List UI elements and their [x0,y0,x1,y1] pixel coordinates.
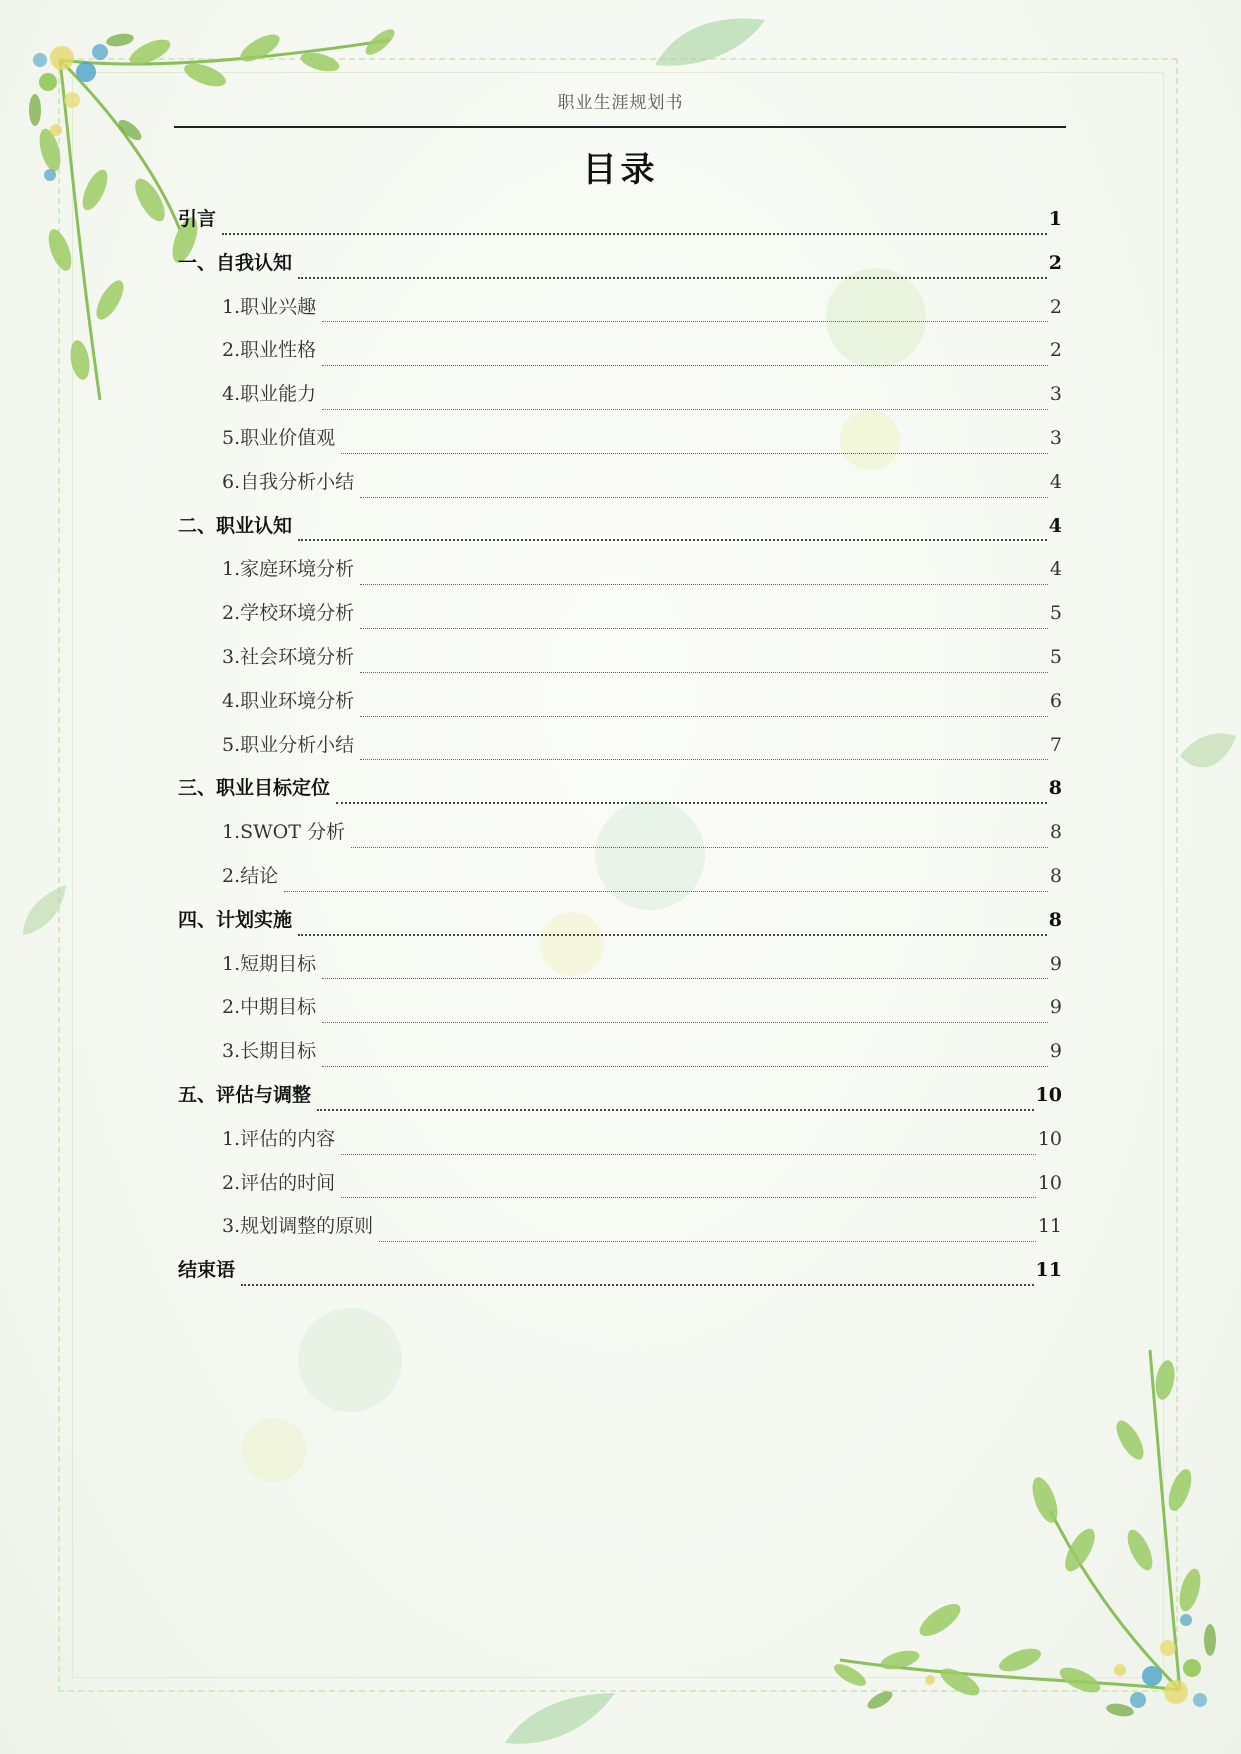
toc-leader-dots [341,1197,1036,1198]
toc-entry-label: 1.短期目标 [222,952,317,975]
toc-entry-page: 8 [1048,777,1062,800]
toc-leader-dots [322,409,1048,410]
toc-entry[interactable] [178,1255,1062,1299]
toc-entry[interactable] [178,773,1062,817]
toc-entry[interactable] [178,1211,1062,1255]
toc-entry-label: 1.评估的内容 [222,1127,336,1150]
toc-entry[interactable] [178,1036,1062,1080]
floral-corner-bottom-right [820,1330,1241,1754]
toc-entry-label: 1.职业兴趣 [222,295,317,318]
toc-leader-dots [317,1109,1034,1111]
toc-leader-dots [298,539,1047,541]
toc-leader-dots [379,1241,1036,1242]
toc-entry[interactable] [178,1124,1062,1168]
toc-entry-page: 8 [1049,864,1062,887]
toc-entry[interactable] [178,686,1062,730]
toc-leader-dots [322,1066,1048,1067]
toc-entry-label: 6.自我分析小结 [222,470,355,493]
toc-entry-label: 4.职业能力 [222,383,317,406]
toc-entry-page: 11 [1037,1215,1062,1238]
toc-entry-page: 8 [1049,821,1062,844]
toc-leader-dots [351,847,1048,848]
toc-entry-page: 4 [1048,514,1062,537]
toc-leader-dots [322,365,1048,366]
toc-leader-dots [341,1154,1036,1155]
toc-entry-page: 2 [1049,339,1062,362]
toc-entry[interactable] [178,1080,1062,1124]
toc-entry[interactable] [178,642,1062,686]
toc-entry-label: 五、评估与调整 [178,1083,312,1106]
toc-entry[interactable] [178,730,1062,774]
toc-entry-label: 2.学校环境分析 [222,602,355,625]
toc-entry-label: 一、自我认知 [178,251,293,274]
toc-entry[interactable] [178,423,1062,467]
toc-entry[interactable] [178,598,1062,642]
toc-entry-label: 4.职业环境分析 [222,689,355,712]
toc-entry-page: 11 [1035,1259,1062,1282]
toc-entry[interactable] [178,379,1062,423]
toc-entry-page: 1 [1048,208,1062,230]
toc-entry-page: 7 [1049,733,1062,756]
toc-leader-dots [360,672,1048,673]
toc-entry-label: 2.结论 [222,864,279,887]
toc-entry-label: 2.职业性格 [222,339,317,362]
toc-entry-label: 2.中期目标 [222,996,317,1019]
toc-entry-label: 3.规划调整的原则 [222,1215,374,1238]
toc-entry-label: 二、职业认知 [178,514,293,537]
toc-leader-dots [360,716,1048,717]
toc-leader-dots [360,628,1048,629]
toc-entry[interactable] [178,861,1062,905]
toc-leader-dots [298,934,1047,936]
toc-entry-page: 4 [1049,558,1062,581]
toc-entry-page: 10 [1037,1127,1062,1150]
toc-entry-page: 2 [1049,295,1062,318]
running-header: 职业生涯规划书 [557,93,684,113]
toc-entry[interactable] [178,204,1062,248]
toc-entry-label: 2.评估的时间 [222,1171,336,1194]
toc-entry-label: 1.家庭环境分析 [222,558,355,581]
toc-entry[interactable] [178,992,1062,1036]
toc-entry-page: 8 [1048,908,1062,931]
toc-entry-label: 三、职业目标定位 [178,777,331,800]
toc-entry-label: 5.职业分析小结 [222,733,355,756]
toc-entry-page: 9 [1049,952,1062,975]
toc-leader-dots [336,802,1047,804]
toc-entry-page: 9 [1049,1040,1062,1063]
toc-entry-page: 6 [1049,689,1062,712]
toc-entry[interactable] [178,949,1062,993]
leaf-bottom-center [500,1688,620,1748]
toc-leader-dots [241,1284,1034,1286]
toc-entry-page: 3 [1049,426,1062,449]
toc-entry-label: 5.职业价值观 [222,426,336,449]
table-of-contents [178,204,1062,1299]
toc-entry-label: 3.社会环境分析 [222,645,355,668]
toc-leader-dots [284,891,1048,892]
toc-entry-label: 四、计划实施 [178,908,293,931]
toc-entry-label: 3.长期目标 [222,1040,317,1063]
toc-entry-page: 10 [1037,1171,1062,1194]
toc-leader-dots [222,233,1047,235]
leaf-top-center [650,10,770,70]
toc-entry[interactable] [178,817,1062,861]
toc-entry[interactable] [178,554,1062,598]
toc-leader-dots [341,453,1048,454]
toc-leader-dots [322,978,1048,979]
toc-leader-dots [298,277,1047,279]
header-rule [174,126,1066,128]
toc-leader-dots [360,497,1048,498]
toc-entry[interactable] [178,248,1062,292]
toc-entry-label: 1.SWOT 分析 [222,821,345,844]
toc-title: 目录 [582,150,659,190]
toc-entry-page: 10 [1035,1083,1062,1106]
toc-leader-dots [360,759,1048,760]
leaf-right-edge [1178,726,1238,786]
toc-entry-page: 9 [1049,996,1062,1019]
toc-leader-dots [322,321,1048,322]
toc-entry-page: 2 [1048,251,1062,274]
toc-entry-label: 引言 [178,208,217,230]
toc-leader-dots [322,1022,1048,1023]
toc-entry-page: 5 [1049,602,1062,625]
leaf-left-edge [18,880,68,940]
toc-entry[interactable] [178,905,1062,949]
toc-entry[interactable] [178,1168,1062,1212]
toc-entry-page: 4 [1049,470,1062,493]
toc-entry[interactable] [178,335,1062,379]
toc-entry-label: 结束语 [178,1259,236,1282]
toc-entry[interactable] [178,467,1062,511]
toc-leader-dots [360,584,1048,585]
toc-entry-page: 3 [1049,383,1062,406]
toc-entry[interactable] [178,511,1062,555]
toc-entry[interactable] [178,292,1062,336]
toc-entry-page: 5 [1049,645,1062,668]
